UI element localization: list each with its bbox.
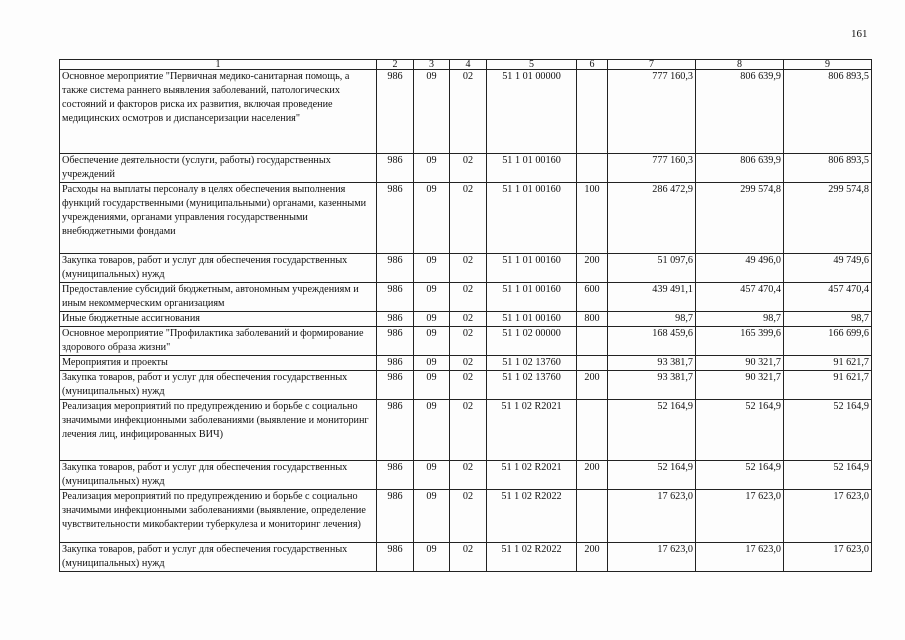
table-row [60, 400, 872, 461]
amount-year3-cell: 457 470,4 [784, 283, 872, 312]
expense-type-cell [577, 490, 608, 543]
amount-year2-cell: 165 399,6 [696, 327, 784, 356]
amount-year3-cell: 17 623,0 [784, 490, 872, 543]
amount-year1-cell: 93 381,7 [608, 356, 696, 371]
column-header: 1 [60, 60, 377, 70]
amount-year2-cell: 90 321,7 [696, 371, 784, 400]
row-name-cell: Закупка товаров, работ и услуг для обеспечения государственных (муниципальных) нужд [60, 543, 377, 572]
expense-type-cell: 100 [577, 183, 608, 254]
section-code-cell: 09 [414, 312, 450, 327]
table-row [60, 312, 872, 327]
table-row [60, 70, 872, 154]
row-name-cell: Иные бюджетные ассигнования [60, 312, 377, 327]
page-number: 161 [851, 28, 868, 40]
subsection-code-cell: 02 [450, 327, 487, 356]
expense-type-cell [577, 327, 608, 356]
subsection-code-cell: 02 [450, 461, 487, 490]
subsection-code-cell: 02 [450, 490, 487, 543]
row-name-cell: Основное мероприятие "Первичная медико-санитарная помощь, а также система раннего выявления заболеваний, патологических состояний и факторов риска их развития, включая проведение медицинских осмотров и диспансеризации населения" [60, 70, 377, 154]
amount-year2-cell: 49 496,0 [696, 254, 784, 283]
grbs-code-cell: 986 [377, 461, 414, 490]
amount-year1-cell: 17 623,0 [608, 543, 696, 572]
amount-year3-cell: 91 621,7 [784, 356, 872, 371]
table-row [60, 154, 872, 183]
section-code-cell: 09 [414, 461, 450, 490]
row-name-cell: Обеспечение деятельности (услуги, работы) государственных учреждений [60, 154, 377, 183]
target-article-cell: 51 1 02 R2022 [487, 543, 577, 572]
amount-year1-cell: 777 160,3 [608, 70, 696, 154]
amount-year2-cell: 90 321,7 [696, 356, 784, 371]
amount-year2-cell: 457 470,4 [696, 283, 784, 312]
grbs-code-cell: 986 [377, 70, 414, 154]
amount-year2-cell: 806 639,9 [696, 154, 784, 183]
target-article-cell: 51 1 02 R2022 [487, 490, 577, 543]
target-article-cell: 51 1 02 R2021 [487, 400, 577, 461]
column-header: 5 [487, 60, 577, 70]
amount-year1-cell: 439 491,1 [608, 283, 696, 312]
amount-year3-cell: 98,7 [784, 312, 872, 327]
table-row [60, 371, 872, 400]
subsection-code-cell: 02 [450, 183, 487, 254]
amount-year2-cell: 806 639,9 [696, 70, 784, 154]
amount-year3-cell: 17 623,0 [784, 543, 872, 572]
expense-type-cell: 600 [577, 283, 608, 312]
amount-year3-cell: 52 164,9 [784, 461, 872, 490]
table-row [60, 327, 872, 356]
target-article-cell: 51 1 01 00000 [487, 70, 577, 154]
section-code-cell: 09 [414, 154, 450, 183]
section-code-cell: 09 [414, 371, 450, 400]
grbs-code-cell: 986 [377, 183, 414, 254]
table-header-row [60, 60, 872, 70]
expense-type-cell: 200 [577, 543, 608, 572]
target-article-cell: 51 1 01 00160 [487, 283, 577, 312]
amount-year3-cell: 166 699,6 [784, 327, 872, 356]
row-name-cell: Основное мероприятие "Профилактика заболеваний и формирование здорового образа жизни" [60, 327, 377, 356]
amount-year3-cell: 91 621,7 [784, 371, 872, 400]
target-article-cell: 51 1 01 00160 [487, 254, 577, 283]
table-row [60, 543, 872, 572]
table-row [60, 254, 872, 283]
amount-year1-cell: 98,7 [608, 312, 696, 327]
column-header: 4 [450, 60, 487, 70]
expense-type-cell [577, 356, 608, 371]
budget-table [59, 59, 872, 572]
expense-type-cell [577, 70, 608, 154]
grbs-code-cell: 986 [377, 312, 414, 327]
expense-type-cell: 200 [577, 461, 608, 490]
section-code-cell: 09 [414, 327, 450, 356]
amount-year2-cell: 52 164,9 [696, 461, 784, 490]
subsection-code-cell: 02 [450, 371, 487, 400]
target-article-cell: 51 1 02 13760 [487, 371, 577, 400]
section-code-cell: 09 [414, 283, 450, 312]
subsection-code-cell: 02 [450, 400, 487, 461]
amount-year1-cell: 777 160,3 [608, 154, 696, 183]
target-article-cell: 51 1 02 13760 [487, 356, 577, 371]
amount-year1-cell: 168 459,6 [608, 327, 696, 356]
grbs-code-cell: 986 [377, 371, 414, 400]
row-name-cell: Закупка товаров, работ и услуг для обеспечения государственных (муниципальных) нужд [60, 254, 377, 283]
amount-year2-cell: 17 623,0 [696, 490, 784, 543]
subsection-code-cell: 02 [450, 543, 487, 572]
row-name-cell: Предоставление субсидий бюджетным, автономным учреждениям и иным некоммерческим организациям [60, 283, 377, 312]
table-row [60, 283, 872, 312]
target-article-cell: 51 1 01 00160 [487, 312, 577, 327]
table-row [60, 183, 872, 254]
grbs-code-cell: 986 [377, 283, 414, 312]
expense-type-cell [577, 154, 608, 183]
amount-year1-cell: 286 472,9 [608, 183, 696, 254]
grbs-code-cell: 986 [377, 400, 414, 461]
subsection-code-cell: 02 [450, 283, 487, 312]
column-header: 8 [696, 60, 784, 70]
section-code-cell: 09 [414, 254, 450, 283]
amount-year3-cell: 806 893,5 [784, 154, 872, 183]
expense-type-cell [577, 400, 608, 461]
grbs-code-cell: 986 [377, 490, 414, 543]
row-name-cell: Закупка товаров, работ и услуг для обеспечения государственных (муниципальных) нужд [60, 371, 377, 400]
amount-year2-cell: 52 164,9 [696, 400, 784, 461]
amount-year2-cell: 98,7 [696, 312, 784, 327]
amount-year2-cell: 299 574,8 [696, 183, 784, 254]
target-article-cell: 51 1 01 00160 [487, 154, 577, 183]
expense-type-cell: 200 [577, 371, 608, 400]
row-name-cell: Реализация мероприятий по предупреждению и борьбе с социально значимыми инфекционными заболеваниями (выявление и мониторинг лечения лиц, инфицированных ВИЧ) [60, 400, 377, 461]
subsection-code-cell: 02 [450, 70, 487, 154]
amount-year1-cell: 52 164,9 [608, 400, 696, 461]
subsection-code-cell: 02 [450, 356, 487, 371]
amount-year2-cell: 17 623,0 [696, 543, 784, 572]
amount-year1-cell: 17 623,0 [608, 490, 696, 543]
table-row [60, 490, 872, 543]
grbs-code-cell: 986 [377, 254, 414, 283]
row-name-cell: Реализация мероприятий по предупреждению и борьбе с социально значимыми инфекционными заболеваниями (выявление, определение чувствительности микобактерии туберкулеза и мониторинг лечения) [60, 490, 377, 543]
section-code-cell: 09 [414, 400, 450, 461]
target-article-cell: 51 1 02 R2021 [487, 461, 577, 490]
column-header: 3 [414, 60, 450, 70]
grbs-code-cell: 986 [377, 154, 414, 183]
expense-type-cell: 200 [577, 254, 608, 283]
column-header: 9 [784, 60, 872, 70]
table-row [60, 356, 872, 371]
subsection-code-cell: 02 [450, 254, 487, 283]
row-name-cell: Закупка товаров, работ и услуг для обеспечения государственных (муниципальных) нужд [60, 461, 377, 490]
column-header: 7 [608, 60, 696, 70]
section-code-cell: 09 [414, 543, 450, 572]
column-header: 2 [377, 60, 414, 70]
grbs-code-cell: 986 [377, 543, 414, 572]
section-code-cell: 09 [414, 183, 450, 254]
grbs-code-cell: 986 [377, 327, 414, 356]
amount-year3-cell: 806 893,5 [784, 70, 872, 154]
expense-type-cell: 800 [577, 312, 608, 327]
amount-year3-cell: 299 574,8 [784, 183, 872, 254]
amount-year3-cell: 49 749,6 [784, 254, 872, 283]
row-name-cell: Мероприятия и проекты [60, 356, 377, 371]
section-code-cell: 09 [414, 356, 450, 371]
row-name-cell: Расходы на выплаты персоналу в целях обеспечения выполнения функций государственными (муниципальными) органами, казенными учреждениями, органами управления государственными внебюджетными фондами [60, 183, 377, 254]
amount-year1-cell: 52 164,9 [608, 461, 696, 490]
subsection-code-cell: 02 [450, 312, 487, 327]
subsection-code-cell: 02 [450, 154, 487, 183]
amount-year3-cell: 52 164,9 [784, 400, 872, 461]
grbs-code-cell: 986 [377, 356, 414, 371]
amount-year1-cell: 93 381,7 [608, 371, 696, 400]
column-header: 6 [577, 60, 608, 70]
amount-year1-cell: 51 097,6 [608, 254, 696, 283]
table-body [60, 70, 872, 572]
section-code-cell: 09 [414, 70, 450, 154]
section-code-cell: 09 [414, 490, 450, 543]
table-row [60, 461, 872, 490]
target-article-cell: 51 1 01 00160 [487, 183, 577, 254]
target-article-cell: 51 1 02 00000 [487, 327, 577, 356]
